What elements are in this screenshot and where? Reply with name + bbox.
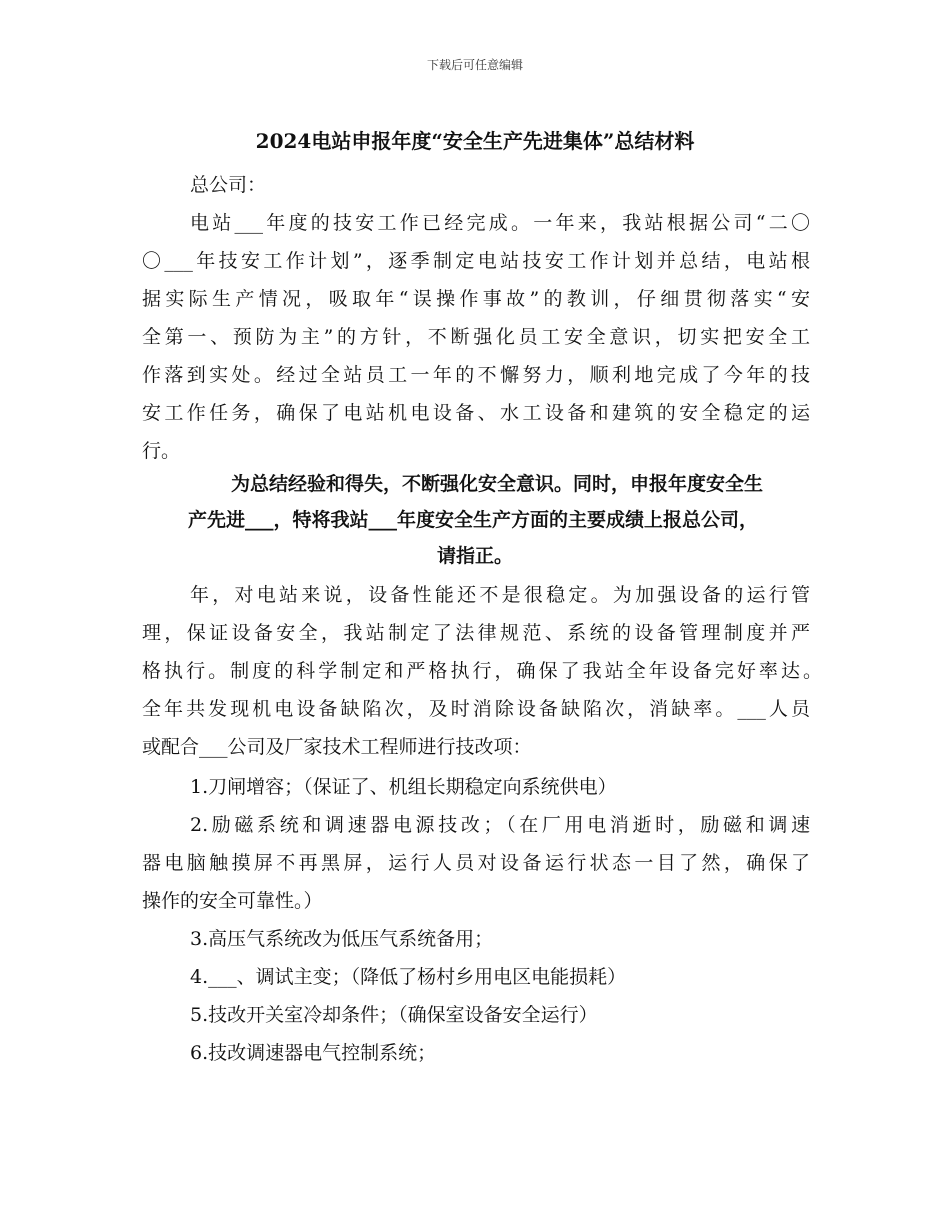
para2-line: 理，保证设备安全，我站制定了法律规范、系统的设备管理制度并严 [142,622,810,644]
para1-line: 电站___年度的技安工作已经完成。一年来，我站根据公司“二〇 [190,212,810,234]
para2-line: 全年共发现机电设备缺陷次，及时消除设备缺陷次，消缺率。___人员 [142,698,810,720]
para1-line: 全第一、预防为主”的方针，不断强化员工安全意识，切实把安全工 [142,326,810,348]
para1-line: 作落到实处。经过全站员工一年的不懈努力，顺利地完成了今年的技 [142,364,810,386]
salutation: 总公司： [190,174,267,196]
para2-line: 格执行。制度的科学制定和严格执行，确保了我站全年设备完好率达。 [142,660,822,682]
para1-line: 〇___年技安工作计划”，逐季制定电站技安工作计划并总结，电站根 [142,250,810,272]
document-title: 2024电站申报年度“安全生产先进集体”总结材料 [255,129,695,153]
bold-line: 请指正。 [436,545,513,567]
para1-line: 安工作任务，确保了电站机电设备、水工设备和建筑的安全稳定的运 [142,402,810,424]
para2-line: 年，对电站来说，设备性能还不是很稳定。为加强设备的运行管 [190,584,810,606]
para1-line: 行。 [142,440,181,462]
para2-line: 或配合___公司及厂家技术工程师进行技改项： [142,736,532,758]
page-header: 下载后可任意编辑 [426,58,523,72]
bold-line: 产先进___，特将我站___年度安全生产方面的主要成绩上报总公司， [187,509,758,531]
list-item: 6.技改调速器电气控制系统； [190,1042,437,1064]
list-item: 2.励磁系统和调速器电源技改；（在厂用电消逝时，励磁和调速 [190,814,810,836]
para1-line: 据实际生产情况，吸取年“误操作事故”的教训，仔细贯彻落实“安 [142,288,810,310]
list-item-continuation: 器电脑触摸屏不再黑屏，运行人员对设备运行状态一目了然，确保了 [142,852,810,874]
list-item: 1.刀闸增容；（保证了、机组长期稳定向系统供电） [190,776,617,798]
list-item-continuation: 操作的安全可靠性。） [142,890,323,912]
list-item: 3.高压气系统改为低压气系统备用； [190,928,494,950]
bold-line: 为总结经验和得失，不断强化安全意识。同时，申报年度安全生 [230,473,763,495]
list-item: 5.技改开关室冷却条件；（确保室设备安全运行） [190,1004,598,1026]
list-item: 4.___、调试主变；（降低了杨村乡用电区电能损耗） [190,966,627,988]
